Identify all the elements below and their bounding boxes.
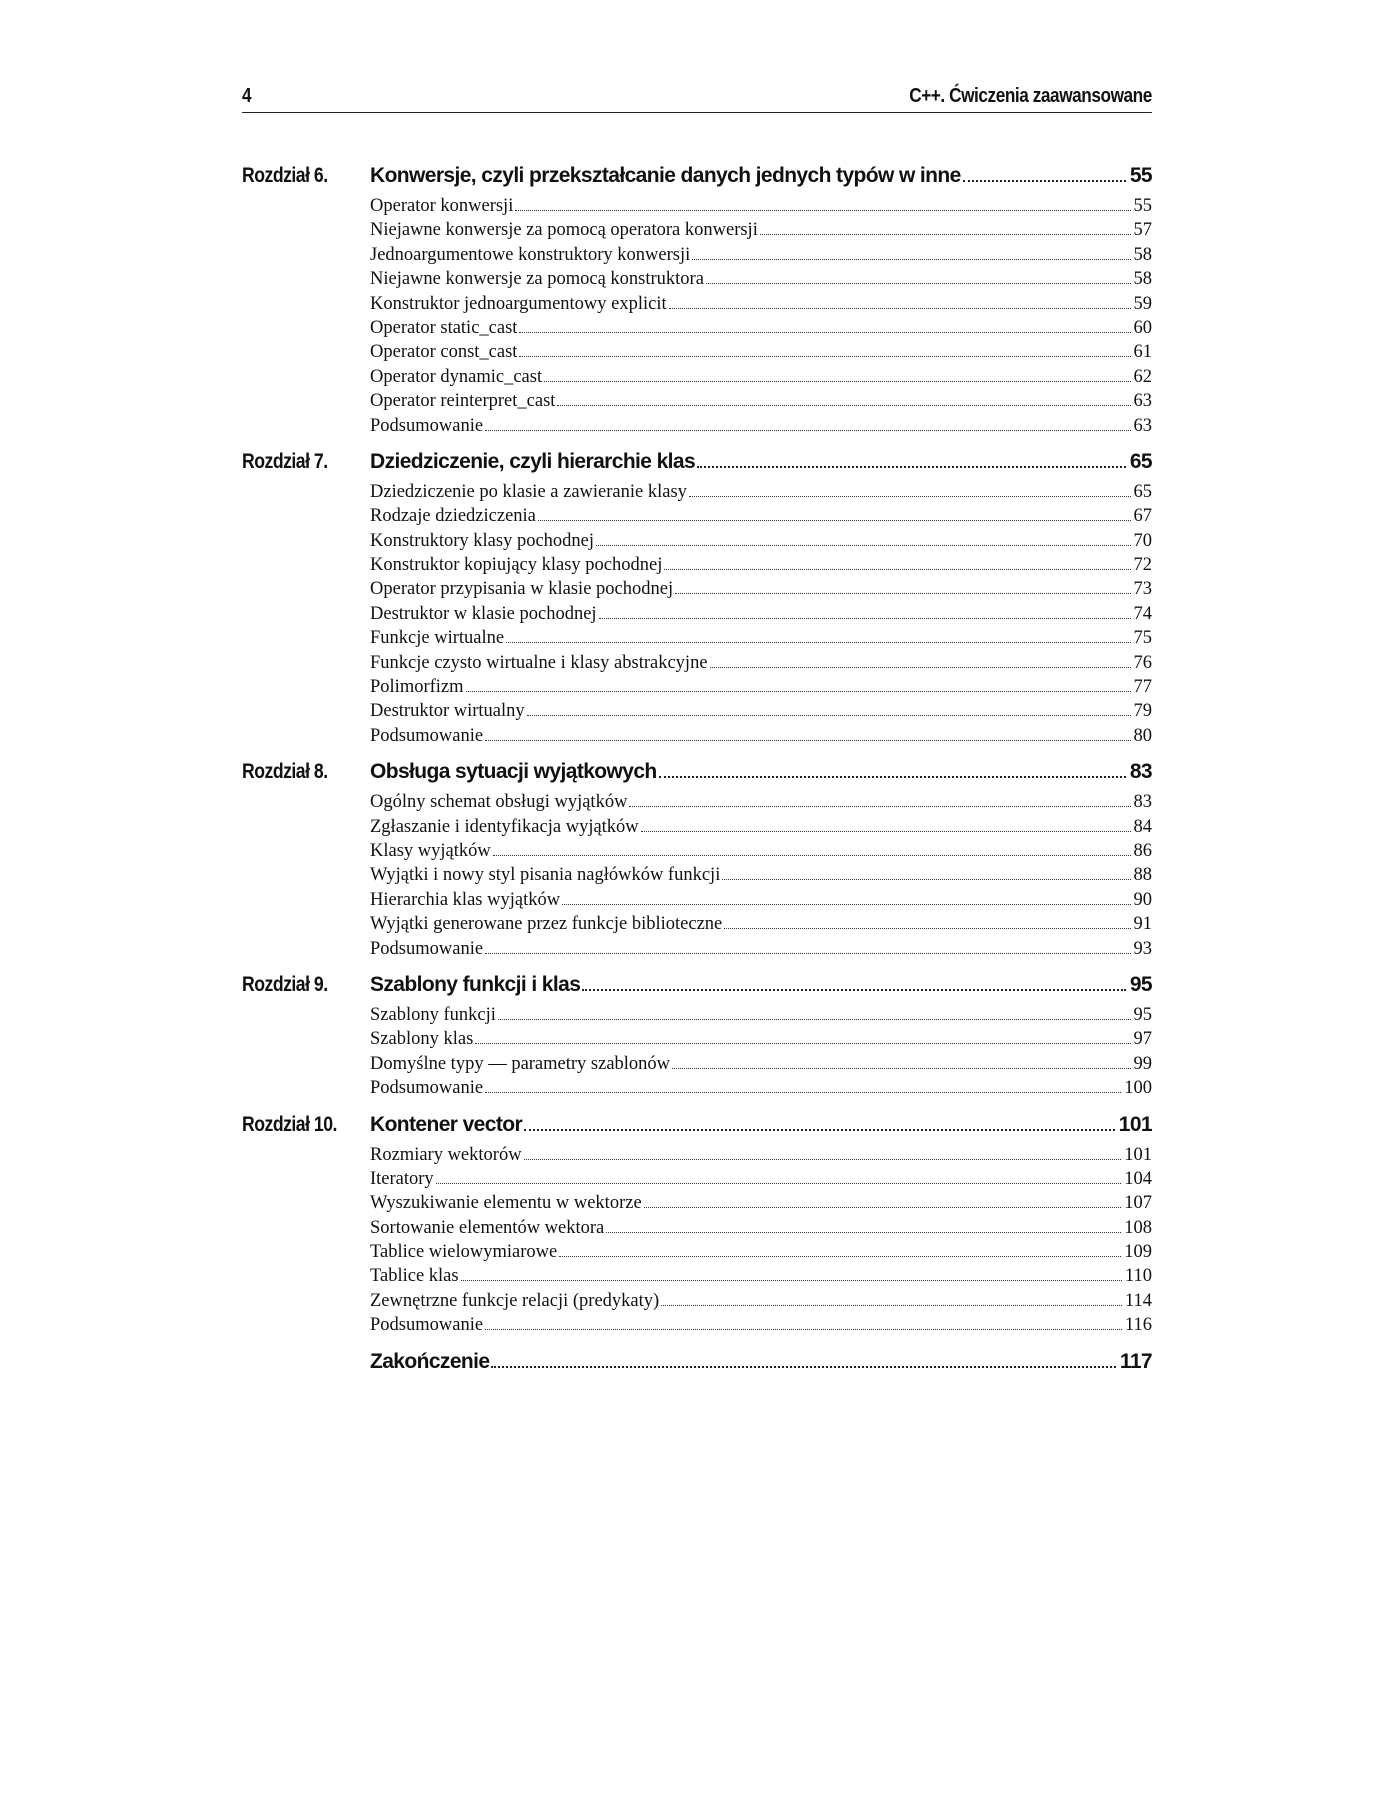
section-entry[interactable] (370, 340, 1152, 364)
section-entry[interactable] (370, 1003, 1152, 1027)
section-page-number: 109 (1124, 1242, 1152, 1263)
section-title: Szablony klas (370, 1029, 474, 1050)
section-title: Polimorfizm (370, 677, 464, 698)
section-title: Podsumowanie (370, 725, 484, 746)
section-page-number: 76 (1133, 652, 1152, 673)
section-page-number: 84 (1133, 816, 1152, 837)
section-title: Dziedziczenie po klasie a zawieranie klasy (370, 481, 687, 502)
section-list (370, 1003, 1152, 1101)
dot-leader (436, 1183, 1122, 1184)
chapter-title: Dziedziczenie, czyli hierarchie klas (370, 449, 696, 473)
chapter-heading-row (242, 969, 1152, 1003)
section-title: Klasy wyjątków (370, 840, 491, 861)
section-entry[interactable] (370, 1240, 1152, 1264)
section-page-number: 67 (1133, 506, 1152, 527)
table-of-contents (242, 160, 1152, 1388)
chapter-number: Rozdział 10. (242, 1112, 337, 1136)
section-entry[interactable] (370, 194, 1152, 218)
running-header (242, 82, 1152, 113)
section-entry[interactable] (370, 912, 1152, 936)
section-entry[interactable] (370, 1289, 1152, 1313)
section-entry[interactable] (370, 888, 1152, 912)
section-title: Ogólny schemat obsługi wyjątków (370, 792, 628, 813)
chapter-entry[interactable] (370, 1113, 1152, 1137)
dot-leader (664, 569, 1130, 570)
section-page-number: 91 (1133, 914, 1152, 935)
chapter-page-number: 65 (1129, 449, 1152, 473)
dot-leader (557, 405, 1130, 406)
toc-chapter (242, 756, 1152, 961)
dot-leader (629, 806, 1130, 807)
section-entry[interactable] (370, 218, 1152, 242)
dot-leader (722, 879, 1130, 880)
chapter-page-number: 101 (1118, 1112, 1152, 1136)
dot-leader (641, 831, 1131, 832)
section-title: Tablice klas (370, 1266, 459, 1287)
section-page-number: 107 (1124, 1193, 1152, 1214)
dot-leader (506, 642, 1130, 643)
section-title: Konstruktor kopiujący klasy pochodnej (370, 555, 663, 576)
chapter-title: Konwersje, czyli przekształcanie danych jednych typów w inne (370, 164, 961, 187)
section-title: Iteratory (370, 1168, 434, 1189)
section-page-number: 104 (1124, 1168, 1152, 1189)
section-page-number: 60 (1133, 317, 1152, 338)
section-page-number: 108 (1124, 1217, 1152, 1238)
dot-leader (596, 545, 1130, 546)
chapter-page-number: 95 (1129, 972, 1152, 996)
section-page-number: 99 (1133, 1053, 1152, 1074)
section-entry[interactable] (370, 1027, 1152, 1051)
section-entry[interactable] (370, 815, 1152, 839)
chapter-entry[interactable] (370, 164, 1152, 188)
section-page-number: 100 (1124, 1078, 1152, 1099)
section-page-number: 116 (1124, 1315, 1152, 1336)
toc-chapter (242, 1346, 1152, 1380)
section-page-number: 86 (1133, 840, 1152, 861)
section-title: Konstruktor jednoargumentowy explicit (370, 293, 667, 314)
dot-leader (724, 928, 1130, 929)
section-entry[interactable] (370, 1313, 1152, 1337)
chapter-number: Rozdział 6. (242, 164, 328, 187)
dot-leader (485, 430, 1130, 431)
dot-leader (661, 1305, 1122, 1306)
toc-chapter (242, 969, 1152, 1101)
section-title: Operator konwersji (370, 196, 514, 216)
section-page-number: 90 (1133, 889, 1152, 910)
section-title: Jednoargumentowe konstruktory konwersji (370, 244, 691, 265)
section-entry[interactable] (370, 675, 1152, 699)
section-entry[interactable] (370, 365, 1152, 389)
section-title: Destruktor w klasie pochodnej (370, 603, 597, 624)
section-title: Zewnętrzne funkcje relacji (predykaty) (370, 1290, 660, 1311)
dot-leader (493, 855, 1131, 856)
dot-leader (692, 259, 1130, 260)
section-page-number: 75 (1133, 628, 1152, 649)
dot-leader (515, 210, 1130, 211)
toc-chapter (242, 446, 1152, 748)
section-entry[interactable] (370, 316, 1152, 340)
chapter-entry[interactable] (370, 760, 1152, 784)
section-entry[interactable] (370, 1076, 1152, 1100)
section-title: Podsumowanie (370, 415, 484, 436)
chapter-page-number: 117 (1119, 1349, 1152, 1373)
section-entry[interactable] (370, 724, 1152, 748)
section-title: Funkcje wirtualne (370, 628, 505, 649)
section-title: Operator const_cast (370, 342, 518, 363)
chapter-title: Kontener vector (370, 1112, 523, 1136)
section-title: Niejawne konwersje za pomocą operatora konwersji (370, 220, 758, 241)
section-title: Operator dynamic_cast (370, 366, 543, 387)
section-entry[interactable] (370, 504, 1152, 528)
section-entry[interactable] (370, 839, 1152, 863)
section-page-number: 58 (1133, 269, 1152, 290)
dot-leader (461, 1280, 1122, 1281)
section-title: Podsumowanie (370, 1078, 484, 1099)
section-title: Rozmiary wektorów (370, 1144, 522, 1165)
section-title: Operator przypisania w klasie pochodnej (370, 579, 674, 600)
dot-leader (689, 496, 1131, 497)
section-title: Wyjątki generowane przez funkcje biblioteczne (370, 914, 723, 935)
section-page-number: 79 (1133, 701, 1152, 722)
dot-leader (672, 1068, 1130, 1069)
dot-leader (562, 904, 1130, 905)
section-page-number: 114 (1124, 1290, 1152, 1311)
section-title: Podsumowanie (370, 938, 484, 959)
section-title: Wyjątki i nowy styl pisania nagłówków funkcji (370, 865, 721, 886)
section-title: Destruktor wirtualny (370, 701, 525, 722)
dot-leader (527, 715, 1131, 716)
book-title: C++. Ćwiczenia zaawansowane (909, 85, 1152, 107)
section-entry[interactable] (370, 602, 1152, 626)
section-page-number: 88 (1133, 865, 1152, 886)
dot-leader (491, 1366, 1115, 1368)
toc-chapter (242, 1109, 1152, 1338)
section-title: Niejawne konwersje za pomocą konstruktora (370, 269, 704, 290)
section-entry[interactable] (370, 790, 1152, 814)
section-page-number: 63 (1133, 391, 1152, 412)
chapter-number: Rozdział 7. (242, 449, 328, 473)
dot-leader (475, 1043, 1130, 1044)
section-title: Konstruktory klasy pochodnej (370, 530, 595, 551)
chapter-number: Rozdział 9. (242, 972, 328, 996)
section-list (370, 1143, 1152, 1338)
section-page-number: 101 (1124, 1144, 1152, 1165)
section-entry[interactable] (370, 1264, 1152, 1288)
section-title: Domyślne typy — parametry szablonów (370, 1053, 671, 1074)
dot-leader (524, 1159, 1122, 1160)
section-page-number: 62 (1133, 366, 1152, 387)
chapter-entry[interactable] (370, 1350, 1152, 1374)
chapter-entry[interactable] (370, 450, 1152, 474)
dot-leader (963, 180, 1126, 182)
section-entry[interactable] (370, 1167, 1152, 1191)
section-entry[interactable] (370, 1143, 1152, 1167)
section-title: Podsumowanie (370, 1315, 484, 1336)
section-page-number: 95 (1133, 1004, 1152, 1025)
dot-leader (675, 593, 1130, 594)
section-entry[interactable] (370, 937, 1152, 961)
section-title: Tablice wielowymiarowe (370, 1242, 558, 1263)
section-entry[interactable] (370, 389, 1152, 413)
chapter-page-number: 55 (1129, 164, 1152, 187)
section-page-number: 74 (1133, 603, 1152, 624)
section-list (370, 790, 1152, 961)
dot-leader (760, 234, 1131, 235)
dot-leader (519, 356, 1130, 357)
dot-leader (524, 1129, 1115, 1131)
section-page-number: 63 (1133, 415, 1152, 436)
section-page-number: 77 (1133, 677, 1152, 698)
section-title: Rodzaje dziedziczenia (370, 506, 536, 527)
section-entry[interactable] (370, 480, 1152, 504)
section-page-number: 93 (1133, 938, 1152, 959)
dot-leader (485, 1092, 1121, 1093)
section-title: Operator static_cast (370, 317, 518, 338)
chapter-heading-row (242, 756, 1152, 790)
dot-leader (697, 466, 1126, 468)
dot-leader (644, 1207, 1122, 1208)
dot-leader (466, 691, 1131, 692)
section-title: Hierarchia klas wyjątków (370, 889, 561, 910)
section-entry[interactable] (370, 243, 1152, 267)
section-entry[interactable] (370, 292, 1152, 316)
section-page-number: 70 (1133, 530, 1152, 551)
section-page-number: 110 (1124, 1266, 1152, 1287)
section-entry[interactable] (370, 651, 1152, 675)
dot-leader (544, 381, 1130, 382)
page-number: 4 (242, 85, 252, 107)
section-title: Sortowanie elementów wektora (370, 1217, 605, 1238)
chapter-heading-row (242, 160, 1152, 194)
dot-leader (498, 1019, 1131, 1020)
section-list (370, 480, 1152, 748)
section-entry[interactable] (370, 529, 1152, 553)
section-page-number: 80 (1133, 725, 1152, 746)
section-page-number: 57 (1133, 220, 1152, 241)
section-entry[interactable] (370, 699, 1152, 723)
section-entry[interactable] (370, 577, 1152, 601)
section-title: Operator reinterpret_cast (370, 391, 556, 412)
dot-leader (519, 332, 1130, 333)
dot-leader (582, 989, 1126, 991)
dot-leader (559, 1256, 1121, 1257)
dot-leader (710, 667, 1131, 668)
chapter-title: Szablony funkcji i klas (370, 972, 581, 996)
section-title: Zgłaszanie i identyfikacja wyjątków (370, 816, 639, 837)
section-page-number: 97 (1133, 1029, 1152, 1050)
chapter-heading-row (242, 1109, 1152, 1143)
section-entry[interactable] (370, 1191, 1152, 1215)
section-title: Funkcje czysto wirtualne i klasy abstrakcyjne (370, 652, 708, 673)
section-page-number: 59 (1133, 293, 1152, 314)
dot-leader (485, 953, 1130, 954)
dot-leader (606, 1232, 1121, 1233)
section-entry[interactable] (370, 626, 1152, 650)
section-entry[interactable] (370, 267, 1152, 291)
section-page-number: 83 (1133, 792, 1152, 813)
section-title: Wyszukiwanie elementu w wektorze (370, 1193, 642, 1214)
section-page-number: 61 (1133, 342, 1152, 363)
section-entry[interactable] (370, 1052, 1152, 1076)
chapter-heading-row (242, 1346, 1152, 1380)
chapter-heading-row (242, 446, 1152, 480)
dot-leader (538, 520, 1131, 521)
chapter-title: Obsługa sytuacji wyjątkowych (370, 760, 657, 784)
chapter-page-number: 83 (1129, 760, 1152, 784)
chapter-title: Zakończenie (370, 1349, 490, 1373)
section-entry[interactable] (370, 553, 1152, 577)
dot-leader (659, 776, 1126, 778)
chapter-entry[interactable] (370, 973, 1152, 997)
section-page-number: 73 (1133, 579, 1152, 600)
section-list (370, 194, 1152, 438)
section-entry[interactable] (370, 863, 1152, 887)
section-title: Szablony funkcji (370, 1004, 496, 1025)
section-entry[interactable] (370, 414, 1152, 438)
dot-leader (599, 618, 1131, 619)
section-page-number: 58 (1133, 244, 1152, 265)
section-page-number: 72 (1133, 555, 1152, 576)
dot-leader (485, 740, 1130, 741)
section-page-number: 65 (1133, 481, 1152, 502)
section-entry[interactable] (370, 1216, 1152, 1240)
dot-leader (706, 283, 1131, 284)
chapter-number: Rozdział 8. (242, 760, 328, 784)
section-page-number: 55 (1133, 196, 1152, 216)
toc-chapter (242, 160, 1152, 438)
dot-leader (485, 1329, 1122, 1330)
dot-leader (669, 308, 1131, 309)
